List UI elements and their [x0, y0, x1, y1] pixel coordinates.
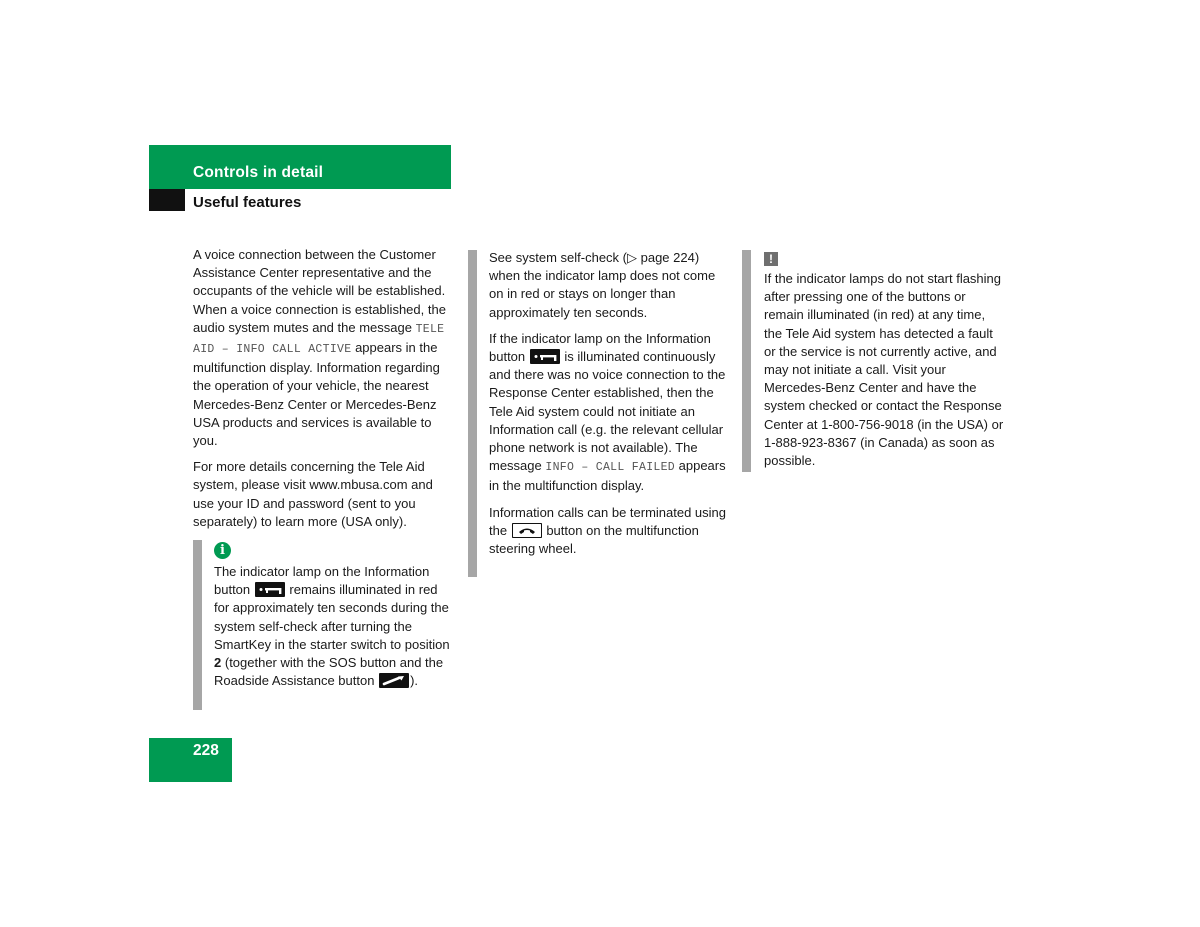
paragraph-text: appears in the multifunction display. Information regarding the operation of your vehicle, the nearest Mercedes-Benz Center or Mercedes-Benz USA products and services is available to you.: [193, 340, 440, 449]
warning-text: If the indicator lamps do not start flashing after pressing one of the buttons or remain illuminated (in red) at any time, the Tele Aid system has detected a fault or the service is not currently active, and may not initiate a call. Visit your Mercedes-Benz Center and have the system checked or contact the Response Center at 1-800-756-9018 (in the USA) or 1-888-923-8367 (in Canada) as soon as possible.: [764, 271, 1004, 469]
column-2: [489, 249, 729, 566]
section-title: Controls in detail: [193, 164, 324, 181]
information-button-icon: [255, 582, 285, 597]
paragraph-voice-connection: [193, 246, 455, 450]
column-2-bar: [468, 250, 477, 577]
paragraph-terminate-call: [489, 504, 729, 559]
display-message: TELE AID – INFO CALL ACTIVE: [193, 322, 445, 357]
note-text-part: ).: [410, 673, 419, 689]
paragraph-text: is illuminated continuously and there was no voice connection to the Response Center established, then the Tele Aid system could not initiate an Information call (e.g. the relevant cellular phone network is not available). The message: [489, 349, 726, 474]
paragraph-text: See system self-check (: [489, 250, 627, 265]
info-icon: i: [214, 542, 231, 559]
note-text: [214, 563, 454, 690]
subsection-marker: [149, 189, 185, 211]
paragraph-self-check: [489, 249, 729, 322]
note-bar: [193, 540, 202, 710]
info-note: [214, 540, 454, 698]
paragraph-text: If the indicator lamp on the Information button: [489, 330, 711, 365]
warning-note: [764, 249, 1004, 478]
warning-bar: [742, 250, 751, 472]
paragraph-text: page 224) when the indicator lamp does not come on in red or stays on longer than approximately ten seconds.: [489, 250, 716, 320]
starter-position: 2: [214, 655, 222, 671]
note-text-part: The indicator lamp on the Information button: [214, 564, 430, 598]
paragraph-call-failed: [489, 330, 729, 496]
paragraph-text: A voice connection between the Customer Assistance Center representative and the occupants of the vehicle will be established. When a voice connection is established, the audio system mutes and the message: [193, 247, 446, 335]
page-reference-arrow: ▷: [627, 250, 637, 265]
subsection-title: Useful features: [193, 194, 302, 211]
paragraph-text: button on the multifunction steering wheel.: [489, 522, 699, 557]
information-button-icon: [530, 349, 560, 364]
wrench-icon: [379, 673, 409, 688]
end-call-icon: [512, 523, 542, 538]
note-text-part: (together with the SOS button and the Roadside Assistance button: [214, 655, 444, 689]
paragraph-text: Information calls can be terminated using the: [489, 504, 727, 538]
warning-icon: !: [764, 252, 778, 266]
paragraph-more-details: For more details concerning the Tele Aid system, please visit www.mbusa.com and use your ID and password (sent to you separately) to learn more (USA only).: [193, 459, 433, 529]
page-number: 228: [193, 742, 219, 759]
page-number-band: [149, 738, 232, 782]
column-1: [193, 246, 455, 539]
note-text-part: remains illuminated in red for approximately ten seconds during the system self-check after turning the SmartKey in the starter switch to position: [214, 582, 450, 652]
display-message: INFO – CALL FAILED: [545, 461, 675, 475]
paragraph-text: appears in the multifunction display.: [489, 458, 726, 494]
